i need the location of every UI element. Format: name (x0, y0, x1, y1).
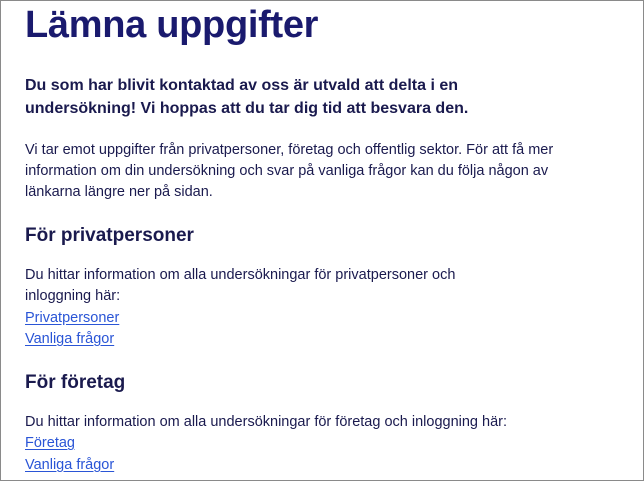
link-foretag[interactable]: Företag (25, 435, 75, 451)
page-title: Lämna uppgifter (25, 4, 319, 46)
section-heading-private: För privatpersoner (25, 225, 194, 246)
section-description-business: Du hittar information om alla undersökningar för företag och inloggning här: (25, 414, 507, 430)
link-privatpersoner[interactable]: Privatpersoner (25, 310, 120, 326)
link-faq-private[interactable]: Vanliga frågor (25, 331, 115, 347)
link-faq-business[interactable]: Vanliga frågor (25, 457, 115, 473)
intro-paragraph: Vi tar emot uppgifter från privatpersoner, företag och offentlig sektor. För att få mer information om din undersökning och svar på vanliga frågor kan du följa någon av länkarna längre ner på sidan. (25, 142, 554, 200)
section-heading-business: För företag (25, 372, 126, 393)
section-description-private: Du hittar information om alla undersökningar för privatpersoner och inloggning här: (25, 267, 456, 304)
lead-paragraph: Du som har blivit kontaktad av oss är utvald att delta i en undersökning! Vi hoppas att du tar dig tid att besvara den. (25, 77, 469, 117)
